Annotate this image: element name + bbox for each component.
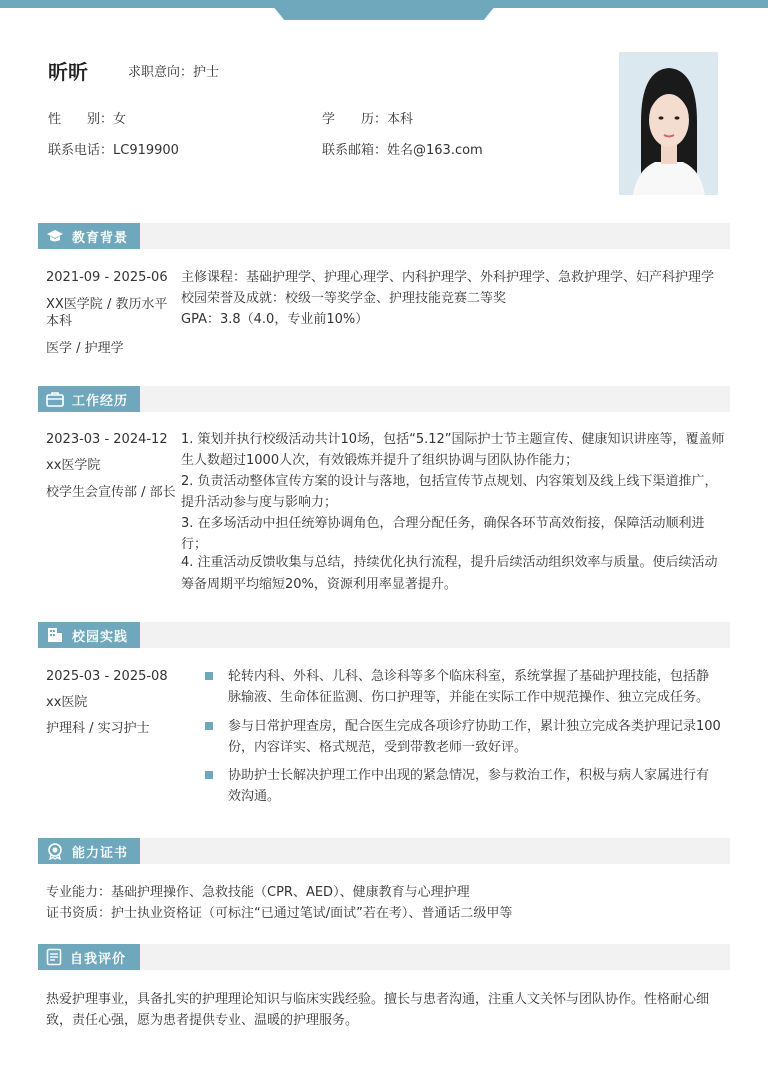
job-intent: 求职意向：护士 bbox=[128, 65, 220, 80]
building-icon bbox=[46, 627, 64, 643]
certificates: 证书资质：护士执业资格证（可标注“已通过笔试/面试”若在考）、普通话二级甲等 bbox=[46, 906, 513, 921]
section-skills bbox=[38, 838, 730, 864]
education-period: 2021-09 - 2025-06 bbox=[46, 270, 168, 285]
section-title: 校园实践 bbox=[72, 629, 129, 645]
self-evaluation-line: 热爱护理事业，具备扎实的护理理论知识与临床实践经验。擅长与患者沟通，注重人文关怀与团队协作。性格耐心细 bbox=[46, 992, 710, 1007]
graduation-cap-icon bbox=[46, 228, 64, 244]
section-title: 工作经历 bbox=[72, 393, 129, 409]
education-degree: 本科 bbox=[46, 314, 73, 329]
work-organization: xx医学院 bbox=[46, 458, 101, 473]
campus-item-line: 份，内容详实、格式规范，受到带教老师一致好评。 bbox=[228, 740, 528, 755]
document-icon bbox=[46, 948, 62, 966]
campus-organization: xx医院 bbox=[46, 695, 88, 710]
campus-item-line: 脉输液、生命体征监测、伤口护理等，并能在实际工作中规范操作、独立完成任务。 bbox=[228, 690, 710, 705]
campus-item-line: 效沟通。 bbox=[228, 789, 281, 804]
campus-item-line: 轮转内科、外科、儿科、急诊科等多个临床科室，系统掌握了基础护理技能，包括静 bbox=[228, 669, 710, 684]
campus-period: 2025-03 - 2025-08 bbox=[46, 669, 168, 684]
education-gpa: GPA：3.8（4.0，专业前10%） bbox=[181, 312, 369, 327]
work-line: 生人数超过1000人次，有效锻炼并提升了组织协调与团队协作能力； bbox=[181, 453, 579, 468]
work-role: 校学生会宣传部 / 部长 bbox=[46, 485, 176, 500]
work-line: 提升活动参与度与影响力； bbox=[181, 495, 338, 510]
campus-role: 护理科 / 实习护士 bbox=[46, 721, 150, 736]
self-evaluation-line: 致，责任心强，愿为患者提供专业、温暖的护理服务。 bbox=[46, 1013, 359, 1028]
work-line: 3. 在多场活动中担任统筹协调角色，合理分配任务，确保各环节高效衔接，保障活动顺利进 bbox=[181, 516, 705, 531]
bullet-icon bbox=[205, 771, 213, 779]
top-accent-notch bbox=[268, 0, 500, 20]
phone-field: 联系电话：LC919900 bbox=[48, 143, 179, 158]
education-level-field: 学 历：本科 bbox=[322, 112, 414, 127]
section-self-evaluation bbox=[38, 944, 730, 970]
education-school: XX医学院 / 教历水平 bbox=[46, 297, 168, 312]
work-line: 4. 注重活动反馈收集与总结，持续优化执行流程，提升后续活动组织效率与质量。使后续活动 bbox=[181, 555, 718, 570]
work-line: 2. 负责活动整体宣传方案的设计与落地，包括宣传节点规划、内容策划及线上线下渠道推广， bbox=[181, 474, 718, 489]
education-honors: 校园荣誉及成就：校级一等奖学金、护理技能竞赛二等奖 bbox=[181, 291, 507, 306]
professional-skills: 专业能力：基础护理操作、急救技能（CPR、AED）、健康教育与心理护理 bbox=[46, 885, 470, 900]
campus-item-line: 参与日常护理查房，配合医生完成各项诊疗协助工作，累计独立完成各类护理记录100 bbox=[228, 719, 721, 734]
work-line: 1. 策划并执行校级活动共计10场，包括“5.12”国际护士节主题宣传、健康知识讲座等，覆盖师 bbox=[181, 432, 725, 447]
section-title: 能力证书 bbox=[72, 845, 129, 861]
education-major: 医学 / 护理学 bbox=[46, 341, 124, 356]
work-line: 筹备周期平均缩短20%，资源利用率显著提升。 bbox=[181, 577, 457, 592]
section-education bbox=[38, 223, 730, 249]
work-line: 行； bbox=[181, 537, 208, 552]
section-title: 教育背景 bbox=[72, 230, 129, 246]
profile-photo bbox=[619, 52, 718, 195]
work-period: 2023-03 - 2024-12 bbox=[46, 432, 168, 447]
campus-item-line: 协助护士长解决护理工作中出现的紧急情况，参与救治工作，积极与病人家属进行有 bbox=[228, 768, 710, 783]
section-title: 自我评价 bbox=[70, 951, 127, 967]
education-courses: 主修课程：基础护理学、护理心理学、内科护理学、外科护理学、急救护理学、妇产科护理学 bbox=[181, 270, 715, 285]
gender-field: 性 别：女 bbox=[48, 112, 127, 127]
section-work bbox=[38, 386, 730, 412]
award-icon bbox=[46, 842, 64, 860]
candidate-name: 昕昕 bbox=[48, 60, 88, 84]
email-field: 联系邮箱：姓名@163.com bbox=[322, 143, 483, 158]
section-campus bbox=[38, 622, 730, 648]
bullet-icon bbox=[205, 722, 213, 730]
briefcase-icon bbox=[46, 391, 64, 407]
bullet-icon bbox=[205, 672, 213, 680]
